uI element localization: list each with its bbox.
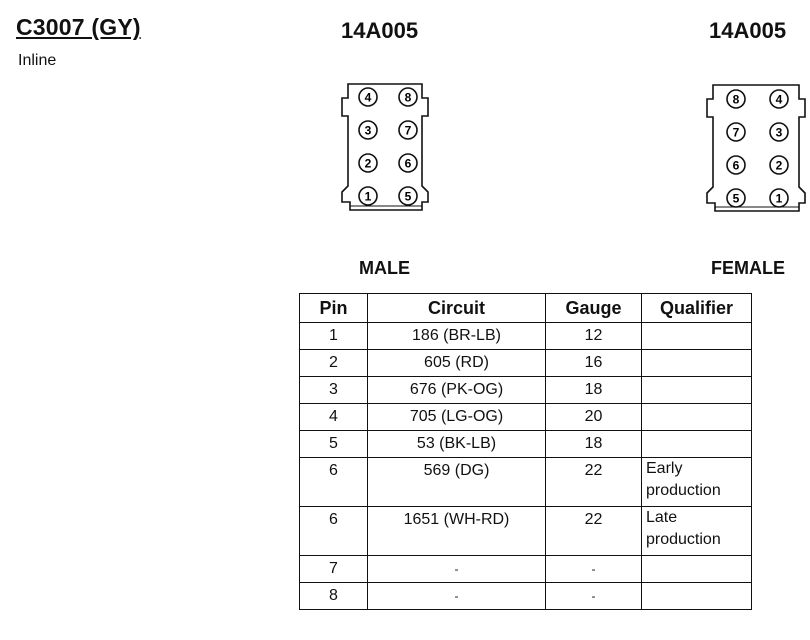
- male-pin-2-label: 2: [364, 156, 372, 171]
- circuit-cell: 605 (RD): [368, 350, 546, 377]
- male-pin-3-label: 3: [364, 123, 372, 138]
- circuit-cell: 569 (DG): [368, 458, 546, 507]
- male-label: MALE: [359, 258, 410, 278]
- female-part-number: 14A005: [709, 18, 787, 43]
- gauge-cell: 20: [546, 404, 642, 431]
- header-circuit: Circuit: [368, 294, 546, 323]
- circuit-cell: -: [368, 556, 546, 583]
- male-pin-4-label: 4: [364, 90, 372, 105]
- circuit-cell: 705 (LG-OG): [368, 404, 546, 431]
- qualifier-cell: [642, 377, 752, 404]
- table-row: [300, 350, 752, 377]
- circuit-cell: 186 (BR-LB): [368, 323, 546, 350]
- gauge-cell: 18: [546, 377, 642, 404]
- header-gauge: Gauge: [546, 294, 642, 323]
- gauge-cell: -: [546, 583, 642, 610]
- circuit-cell: 53 (BK-LB): [368, 431, 546, 458]
- pin-cell: 3: [300, 377, 368, 404]
- gauge-cell: 18: [546, 431, 642, 458]
- table-header-row: [300, 294, 752, 323]
- header-pin: Pin: [300, 294, 368, 323]
- male-pin-7-label: 7: [404, 123, 412, 138]
- female-pin-8-label: 8: [732, 92, 740, 107]
- qualifier-cell: [642, 404, 752, 431]
- female-label: FEMALE: [711, 258, 785, 278]
- female-pin-6-label: 6: [732, 158, 740, 173]
- table-row: [300, 556, 752, 583]
- qualifier-cell: [642, 431, 752, 458]
- pinout-table: [299, 293, 752, 610]
- qualifier-cell: [642, 323, 752, 350]
- qualifier-cell: [642, 350, 752, 377]
- female-pin-1-label: 1: [775, 191, 783, 206]
- pin-cell: 5: [300, 431, 368, 458]
- qualifier-cell: [642, 556, 752, 583]
- female-pin-3-label: 3: [775, 125, 783, 140]
- table-row: [300, 377, 752, 404]
- gauge-cell: 12: [546, 323, 642, 350]
- female-pin-4-label: 4: [775, 92, 783, 107]
- male-pin-6-label: 6: [404, 156, 412, 171]
- circuit-cell: -: [368, 583, 546, 610]
- pin-cell: 4: [300, 404, 368, 431]
- pin-cell: 2: [300, 350, 368, 377]
- pin-cell: 8: [300, 583, 368, 610]
- female-connector-diagram: [703, 79, 810, 219]
- gauge-cell: 16: [546, 350, 642, 377]
- male-pin-1-label: 1: [364, 189, 372, 204]
- connector-title: C3007 (GY): [16, 14, 141, 40]
- pin-cell: 7: [300, 556, 368, 583]
- pin-cell: 6: [300, 507, 368, 556]
- pin-cell: 1: [300, 323, 368, 350]
- male-part-number: 14A005: [341, 18, 419, 43]
- qualifier-cell: Late production: [642, 507, 752, 556]
- gauge-cell: 22: [546, 458, 642, 507]
- header-qualifier: Qualifier: [642, 294, 752, 323]
- female-pin-7-label: 7: [732, 125, 740, 140]
- table-row: [300, 507, 752, 556]
- gauge-cell: 22: [546, 507, 642, 556]
- connector-location: Inline: [18, 52, 57, 69]
- male-connector-diagram: [338, 78, 442, 218]
- circuit-cell: 676 (PK-OG): [368, 377, 546, 404]
- qualifier-cell: Early production: [642, 458, 752, 507]
- gauge-cell: -: [546, 556, 642, 583]
- male-pin-5-label: 5: [404, 189, 412, 204]
- table-row: [300, 583, 752, 610]
- table-row: [300, 323, 752, 350]
- pin-cell: 6: [300, 458, 368, 507]
- table-row: [300, 458, 752, 507]
- circuit-cell: 1651 (WH-RD): [368, 507, 546, 556]
- qualifier-cell: [642, 583, 752, 610]
- female-pin-2-label: 2: [775, 158, 783, 173]
- table-row: [300, 431, 752, 458]
- male-pin-8-label: 8: [404, 90, 412, 105]
- female-pin-5-label: 5: [732, 191, 740, 206]
- table-row: [300, 404, 752, 431]
